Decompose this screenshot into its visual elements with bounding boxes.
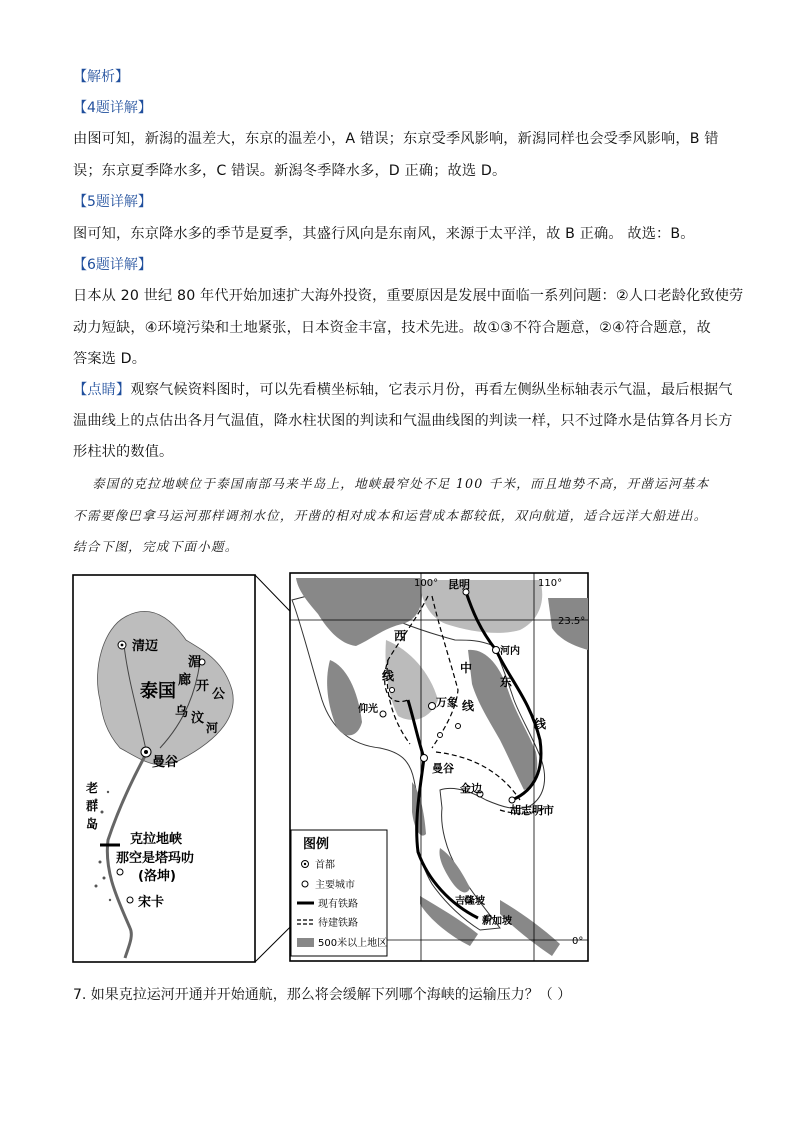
city-label: 那空是塔玛叻 (116, 851, 195, 866)
q6-tag: 【6题详解】 (73, 257, 152, 273)
city-label: 吉隆坡 (455, 896, 485, 907)
city-label: 清迈 (132, 639, 159, 654)
city-label: 曼谷 (152, 755, 179, 770)
intro-line: 结合下图，完成下面小题。 (73, 539, 239, 554)
river-char: 廊 (178, 673, 192, 688)
legend (291, 830, 387, 956)
q6-text-line: 动力短缺，④环境污染和土地紧张，日本资金丰富，技术先进。故①③不符合题意，②④符合题意，故 (73, 320, 711, 336)
river-char: 湄 (188, 655, 202, 670)
q4-tag: 【4题详解】 (73, 100, 152, 116)
line-label: 西 (394, 629, 407, 643)
legend-item: 待建铁路 (318, 918, 358, 929)
river-char: 河 (206, 721, 219, 735)
intro-line: 泰国的克拉地峡位于泰国南部马来半岛上，地峡最窄处不足 100 千米，而且地势不高，开凿运河基本 (92, 476, 710, 491)
country-label: 泰国 (140, 681, 176, 702)
city-label: 曼谷 (432, 762, 454, 775)
left-map (73, 575, 255, 962)
line-label: 东 (500, 675, 513, 689)
legend-title: 图例 (303, 837, 330, 852)
q6-text-line: 日本从 20 世纪 80 年代开始加速扩大海外投资，重要原因是发展中面临一系列问题：②人口老龄化致使劳 (73, 288, 744, 304)
island-char: 群 (86, 799, 99, 813)
q4-text-line: 误；东京夏季降水多，C 错误。新潟冬季降水多，D 正确；故选 D。 (73, 163, 507, 179)
river-char: 开 (196, 679, 210, 694)
tip-text-first: 观察气候资料图时，可以先看横坐标轴，它表示月份，再看左侧纵坐标轴表示气温，最后根据气 (130, 382, 733, 398)
city-marker (127, 897, 133, 903)
question-7: 7. 如果克拉运河开通并开始通航，那么将会缓解下列哪个海峡的运输压力？（ ） (73, 987, 572, 1003)
tip-tag: 【点睛】 (73, 382, 131, 398)
capital-marker-dot (144, 750, 148, 754)
city-label: 昆明 (448, 578, 470, 591)
line-label: 线 (382, 669, 395, 683)
line-label: 线 (534, 717, 547, 731)
legend-item: 现有铁路 (318, 899, 358, 910)
city-label: (洛坤) (138, 869, 176, 884)
city-label: 宋卡 (138, 895, 165, 910)
lon-label: 100° (414, 578, 439, 589)
isthmus-label: 克拉地峡 (130, 832, 183, 847)
river-char: 公 (212, 687, 226, 702)
city-label: 仰光 (358, 704, 378, 715)
q6-text-line: 答案选 D。 (73, 351, 147, 367)
city-label: 新加坡 (482, 916, 512, 927)
lat-label: 23.5° (558, 616, 586, 627)
lon-label: 110° (538, 578, 563, 589)
analysis-header: 【解析】 (73, 69, 129, 85)
island-char: 岛 (86, 817, 99, 831)
line-label: 中 (460, 661, 473, 675)
lat-label: 0° (572, 936, 584, 947)
tip-text-line: 形柱状的数值。 (73, 444, 174, 460)
right-map (290, 573, 588, 961)
legend-item: 首都 (315, 860, 335, 871)
q5-text-line: 图可知，东京降水多的季节是夏季，其盛行风向是东南风，来源于太平洋，故 B 正确。 故选：B。 (73, 226, 695, 242)
city-label: 金边 (460, 782, 482, 795)
tip-text-line: 温曲线上的点估出各月气温值，降水柱状图的判读和气温曲线图的判读一样，只不过降水是估算各月长方 (73, 413, 733, 429)
q5-tag: 【5题详解】 (73, 194, 152, 210)
city-marker (117, 869, 123, 875)
q4-text-line: 由图可知，新潟的温差大，东京的温差小，A 错误；东京受季风影响，新潟同样也会受季风影响，B 错 (73, 131, 719, 147)
city-marker-dot (121, 644, 124, 647)
island-char: 老 (86, 781, 99, 795)
legend-item: 500米以上地区 (318, 938, 388, 949)
line-label: 线 (462, 699, 475, 713)
intro-line: 不需要像巴拿马运河那样调剂水位，开凿的相对成本和运营成本都较低，双向航道，适合远洋大船进出。 (73, 508, 708, 523)
city-label: 万象 (436, 696, 458, 709)
city-label: 胡志明市 (510, 804, 554, 817)
city-label: 河内 (500, 646, 520, 657)
legend-item: 主要城市 (315, 880, 355, 891)
river-char: 乌 (175, 705, 189, 720)
river-char: 汶 (191, 711, 205, 726)
